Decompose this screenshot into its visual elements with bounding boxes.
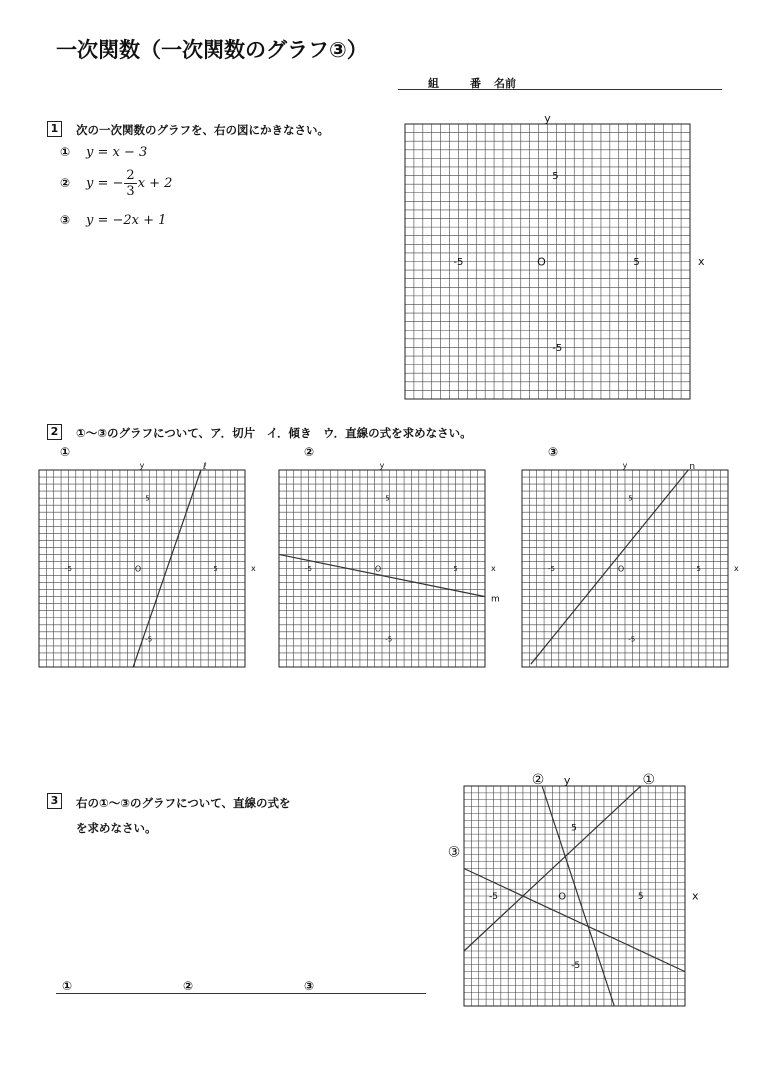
page-title: 一次関数（一次関数のグラフ③） — [56, 38, 368, 62]
y-tick-label: -5 — [552, 342, 563, 354]
series-label: ① — [642, 772, 656, 788]
answer-label-1: ① — [62, 979, 73, 993]
q1-equation-1 — [60, 145, 147, 160]
x-axis-label: x — [698, 254, 705, 268]
question-2-number: 2 — [47, 424, 62, 440]
class-label: 組 — [428, 77, 439, 90]
question-3-instruction-line-2: を求めなさい。 — [76, 821, 157, 835]
graph-q2-1 — [39, 461, 256, 667]
x-axis-label: x — [491, 563, 496, 573]
y-tick-label: 5 — [385, 494, 390, 503]
y-axis-label: y — [139, 461, 145, 470]
y-axis-label: y — [379, 461, 385, 470]
series-label: ℓ — [202, 462, 207, 472]
question-1-number: 1 — [47, 121, 62, 137]
name-label: 名前 — [494, 77, 516, 90]
origin-label: O — [558, 891, 567, 903]
answer-label-2: ② — [183, 979, 194, 993]
origin-label: O — [134, 564, 142, 574]
series-label: ② — [531, 772, 545, 788]
q1-equation-3 — [60, 213, 166, 228]
x-tick-label: 5 — [213, 564, 218, 573]
y-tick-label: -5 — [628, 635, 636, 644]
question-3-number: 3 — [47, 793, 62, 809]
q1-item-2-formula-left: y = − — [86, 176, 124, 191]
y-tick-label: 5 — [571, 823, 577, 834]
q1-item-2-formula-right: x + 2 — [137, 176, 173, 191]
graph-q3 — [447, 772, 699, 1006]
q2-graph-2-label: ② — [304, 445, 315, 459]
name-field-line — [398, 76, 722, 90]
y-tick-label: 5 — [552, 171, 559, 183]
y-axis-label: y — [563, 774, 571, 787]
y-axis-label: y — [622, 461, 628, 470]
q1-item-2-label: ② — [60, 176, 71, 190]
question-3-instruction-line-1: 右の①〜③のグラフについて、直線の式を — [76, 796, 291, 810]
q1-item-3-formula: y = −2x + 1 — [86, 213, 167, 228]
y-tick-label: -5 — [571, 960, 581, 971]
y-tick-label: -5 — [145, 635, 153, 644]
q1-item-1-formula: y = x − 3 — [86, 145, 148, 160]
graph-q2-2 — [279, 461, 500, 667]
question-2-instruction: ①〜③のグラフについて、ア．切片 イ．傾き ウ．直線の式を求めなさい。 — [76, 426, 472, 440]
q1-item-1-label: ① — [60, 145, 71, 159]
x-tick-label: -5 — [453, 257, 464, 268]
x-tick-label: -5 — [547, 564, 555, 573]
q1-equation-2 — [60, 168, 172, 199]
x-tick-label: 5 — [453, 564, 458, 573]
series-label: m — [491, 594, 500, 605]
x-axis-label: x — [251, 563, 256, 573]
x-axis-label: x — [734, 563, 739, 573]
q2-graph-1-label: ① — [60, 445, 71, 459]
x-tick-label: 5 — [637, 892, 644, 903]
number-label: 番 — [470, 77, 481, 90]
series-label: ③ — [447, 844, 461, 861]
origin-label: O — [617, 564, 625, 574]
x-tick-label: -5 — [64, 564, 72, 573]
q2-graph-3-label: ③ — [548, 445, 559, 459]
y-axis-label: y — [544, 112, 551, 125]
q1-item-3-label: ③ — [60, 213, 71, 227]
y-tick-label: -5 — [385, 635, 393, 644]
graph-q2-3 — [522, 461, 739, 667]
origin-label: O — [374, 564, 382, 574]
y-tick-label: 5 — [628, 494, 633, 503]
question-1-instruction: 次の一次関数のグラフを、右の図にかきなさい。 — [76, 123, 329, 137]
fraction — [124, 168, 136, 199]
fraction-denominator: 3 — [126, 184, 135, 199]
x-axis-label: x — [692, 889, 699, 903]
y-tick-label: 5 — [145, 494, 150, 503]
answer-line — [56, 993, 426, 994]
x-tick-label: -5 — [488, 892, 498, 903]
answer-label-3: ③ — [304, 979, 315, 993]
origin-label: O — [537, 255, 546, 269]
series-label: n — [689, 462, 696, 472]
x-tick-label: 5 — [633, 257, 640, 268]
graph-q1-grid — [405, 112, 705, 399]
x-tick-label: -5 — [304, 564, 312, 573]
fraction-numerator: 2 — [126, 168, 135, 183]
x-tick-label: 5 — [696, 564, 701, 573]
